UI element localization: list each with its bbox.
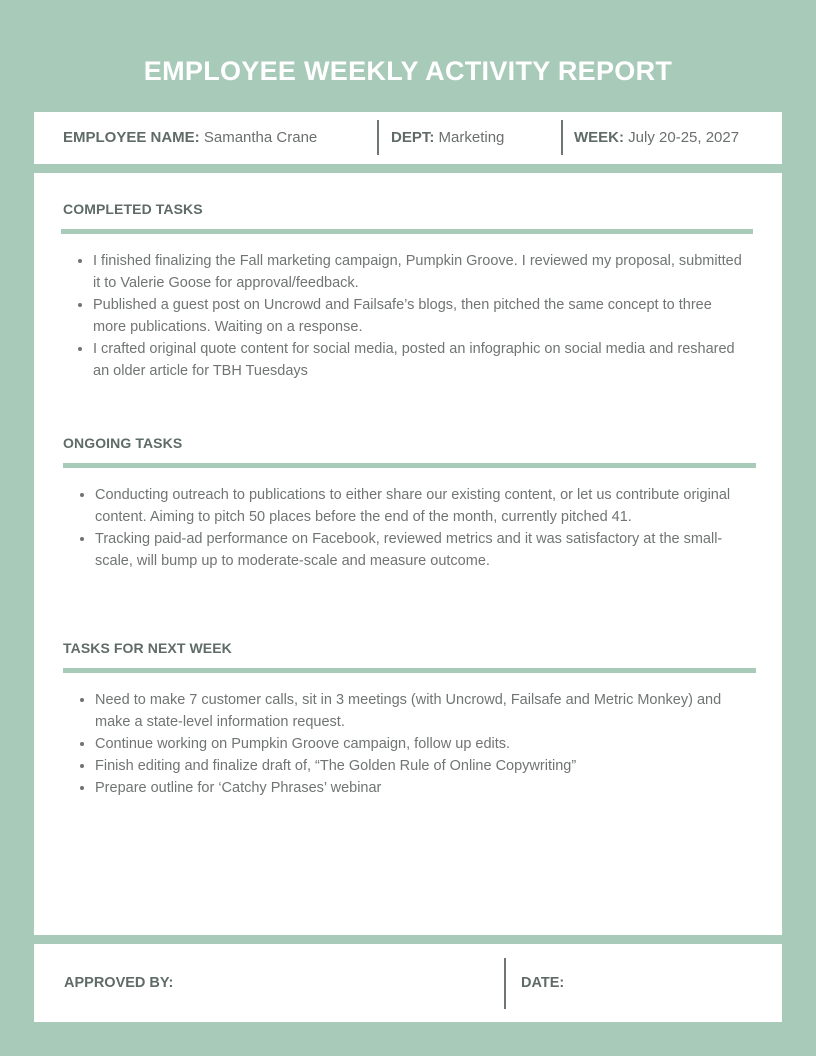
list-item: • Finish editing and finalize draft of, “The Golden Rule of Online Copywriting”: [95, 755, 751, 777]
section-rule: [63, 668, 756, 673]
dept-label: DEPT:: [391, 129, 435, 146]
week-field: [574, 112, 739, 164]
list-item: • Need to make 7 customer calls, sit in 3 meetings (with Uncrowd, Failsafe and Metric Monkey) and make a state-level information request.: [95, 689, 751, 733]
next-week-tasks-list: [73, 689, 751, 799]
date-label: DATE:: [521, 975, 565, 991]
week-label: WEEK:: [574, 129, 624, 146]
list-item: • Prepare outline for ‘Catchy Phrases’ webinar: [95, 777, 751, 799]
list-item: • I finished finalizing the Fall marketing campaign, Pumpkin Groove. I reviewed my proposal, submitted it to Valerie Goose for approval/feedback.: [93, 250, 743, 294]
employee-info-panel: [34, 112, 782, 164]
completed-tasks-title: COMPLETED TASKS: [63, 201, 203, 217]
employee-name-field: [63, 112, 317, 164]
ongoing-tasks-title: ONGOING TASKS: [63, 435, 183, 451]
dept-value: Marketing: [438, 129, 505, 146]
section-rule: [61, 229, 753, 234]
dept-field: [391, 112, 504, 164]
next-week-tasks-title: TASKS FOR NEXT WEEK: [63, 640, 232, 656]
completed-tasks-list: [71, 250, 743, 382]
list-item: • I crafted original quote content for social media, posted an infographic on social media and reshared an older article for TBH Tuesdays: [93, 338, 743, 382]
list-item: • Continue working on Pumpkin Groove campaign, follow up edits.: [95, 733, 751, 755]
header-divider: [377, 120, 379, 155]
employee-name-label: EMPLOYEE NAME:: [63, 129, 200, 146]
header-divider: [561, 120, 563, 155]
report-title: EMPLOYEE WEEKLY ACTIVITY REPORT: [143, 56, 673, 86]
ongoing-tasks-list: [73, 484, 751, 572]
list-item: • Tracking paid-ad performance on Facebook, reviewed metrics and it was satisfactory at the small-scale, will bump up to moderate-scale and measure outcome.: [95, 528, 751, 572]
approval-panel: [34, 944, 782, 1022]
list-item: • Conducting outreach to publications to either share our existing content, or let us contribute original content. Aiming to pitch 50 places before the end of the month, currently pitched 41.: [95, 484, 751, 528]
approved-by-label: APPROVED BY:: [64, 975, 174, 991]
employee-name-value: Samantha Crane: [203, 129, 318, 146]
footer-divider: [504, 958, 506, 1009]
week-value: July 20-25, 2027: [628, 129, 740, 146]
section-rule: [63, 463, 756, 468]
tasks-panel: [34, 173, 782, 935]
list-item: • Published a guest post on Uncrowd and Failsafe’s blogs, then pitched the same concept to three more publications. Waiting on a response.: [93, 294, 743, 338]
